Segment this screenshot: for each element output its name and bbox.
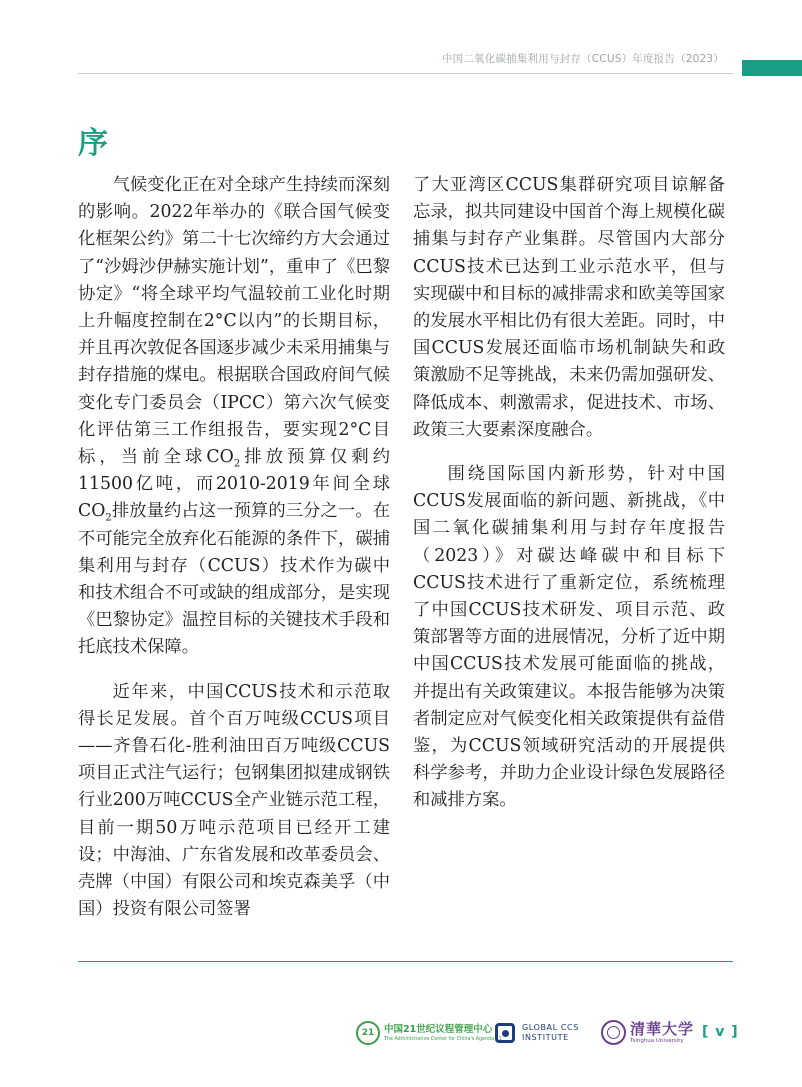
gccsi-line-2: INSTITUTE: [522, 1033, 569, 1042]
acca21-name-cn: 中国21世纪议程管理中心: [384, 1023, 493, 1035]
tsinghua-seal-icon: [601, 1020, 626, 1045]
tsinghua-name-en: Tsinghua University: [630, 1038, 684, 1044]
paragraph-1-text-c: 排放量约占这一预算的三分之一。在不可能完全放弃化石能源的条件下，碳捕集利用与封存（CCUS）技术作为碳中和技术组合不可或缺的组成部分，是实现《巴黎协定》温控目标的关键技术手段和托底技术保障。: [78, 501, 390, 658]
acca21-logo: [356, 1021, 502, 1045]
header-accent-tab: [742, 60, 802, 76]
paragraph-2-continued: 了大亚湾区CCUS集群研究项目谅解备忘录，拟共同建设中国首个海上规模化碳捕集与封存产业集群。尽管国内大部分CCUS技术已达到工业示范水平，但与实现碳中和目标的减排需求和欧美等国家的发展水平相比仍有很大差距。同时，中国CCUS发展还面临市场机制缺失和政策激励不足等挑战，未来仍需加强研发、降低成本、刺激需求，促进技术、市场、政策三大要素深度融合。: [413, 175, 725, 440]
gccsi-wordmark: [522, 1023, 579, 1043]
paragraph-1: [78, 172, 390, 662]
tsinghua-wordmark: [630, 1020, 694, 1045]
right-column: [413, 172, 725, 832]
acca21-emblem-icon: 21: [356, 1021, 380, 1045]
acca21-name-en: The Administrative Center for China's Agenda 21: [384, 1036, 502, 1042]
paragraph-3: 围绕国际国内新形势，针对中国CCUS发展面临的新问题、新挑战，《中国二氧化碳捕集利用与封存年度报告（2023）》对碳达峰碳中和目标下CCUS技术进行了重新定位，系统梳理了中国CCUS技术研发、项目示范、政策部署等方面的进展情况，分析了近中期中国CCUS技术发展可能面临的挑战，并提出有关政策建议。本报告能够为决策者制定应对气候变化相关政策提供有益借鉴，为CCUS领域研究活动的开展提供科学参考，并助力企业设计绿色发展路径和减排方案。: [413, 464, 725, 811]
header-divider: [78, 73, 733, 74]
left-column: [78, 172, 390, 940]
footer-divider: [78, 961, 733, 962]
tsinghua-name-cn: 清華大学: [630, 1020, 695, 1038]
gccsi-logo: [495, 1023, 579, 1043]
paragraph-1-text-a: 气候变化正在对全球产生持续而深刻的影响。2022年举办的《联合国气候变化框架公约》第二十七次缔约方大会通过了“沙姆沙伊赫实施计划”，重申了《巴黎协定》“将全球平均气温较前工业化时期上升幅度控制在2°C以内”的长期目标，并且再次敦促各国逐步减少未采用捕集与封存措施的煤电。根据联合国政府间气候变化专门委员会（IPCC）第六次气候变化评估第三工作组报告，要实现2°C目标，当前全球CO: [78, 175, 390, 468]
tsinghua-logo: [601, 1020, 694, 1045]
paragraph-1-text-b: 排放预算仅剩约11500亿吨，而2010-2019年间全球CO: [78, 447, 390, 522]
gccsi-mark-icon: [495, 1023, 515, 1043]
page-number: [ v ]: [702, 1024, 739, 1040]
page-title: 序: [78, 126, 108, 161]
subscript-2: 2: [233, 458, 241, 470]
paragraph-2: 近年来，中国CCUS技术和示范取得长足发展。首个百万吨级CCUS项目——齐鲁石化-胜利油田百万吨级CCUS项目正式注气运行；包钢集团拟建成钢铁行业200万吨CCUS全产业链示范工程，目前一期50万吨示范项目已经开工建设；中海油、广东省发展和改革委员会、壳牌（中国）有限公司和埃克森美孚（中国）投资有限公司签署: [78, 681, 390, 920]
running-header: 中国二氧化碳捕集利用与封存（CCUS）年度报告（2023）: [441, 53, 724, 65]
acca21-wordmark: [384, 1024, 502, 1043]
subscript-2: 2: [105, 512, 112, 524]
gccsi-line-1: GLOBAL CCS: [522, 1023, 579, 1032]
